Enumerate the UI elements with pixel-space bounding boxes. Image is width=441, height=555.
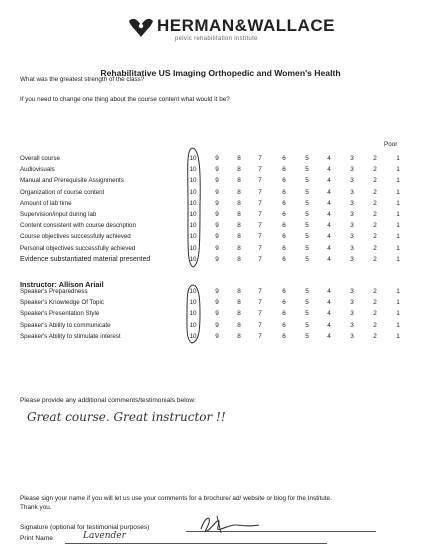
rating-option-4: 4 (327, 166, 331, 174)
rating-option-4: 4 (327, 244, 331, 252)
rating-option-1: 1 (396, 166, 400, 174)
rating-row (20, 189, 430, 199)
rating-option-9: 9 (215, 310, 219, 318)
rating-option-1: 1 (396, 222, 400, 230)
rating-option-2: 2 (373, 321, 377, 329)
rating-option-4: 4 (327, 177, 331, 185)
rating-option-5: 5 (305, 188, 309, 196)
rating-option-3: 3 (350, 299, 354, 307)
rating-row-label: Speaker's Presentation Style (20, 310, 100, 318)
rating-row-label: Overall course (20, 155, 60, 162)
rating-option-7: 7 (258, 155, 262, 162)
rating-row (20, 256, 430, 266)
rating-option-7: 7 (258, 177, 262, 185)
rating-option-2: 2 (373, 199, 377, 207)
rating-option-8: 8 (237, 288, 241, 295)
rating-option-1: 1 (396, 321, 400, 329)
rating-option-10: 10 (189, 310, 197, 318)
rating-row-label: Organization of course content (20, 188, 105, 196)
rating-row-label: Course objectives successfully achieved (20, 233, 131, 241)
rating-row (20, 288, 430, 298)
rating-option-10: 10 (189, 188, 197, 196)
sign-prompt: Please sign your name if you will let us use your comments for a brochure/ ad/ website or blog for the Institute. (20, 495, 332, 502)
rating-option-10: 10 (189, 288, 197, 295)
rating-option-3: 3 (350, 288, 354, 295)
rating-option-1: 1 (396, 155, 400, 162)
rating-option-2: 2 (373, 288, 377, 295)
rating-option-8: 8 (237, 255, 241, 263)
rating-row-label: Speaker's Ability to communicate (20, 321, 111, 329)
rating-option-7: 7 (258, 321, 262, 329)
rating-option-5: 5 (305, 288, 309, 295)
rating-option-10: 10 (189, 255, 197, 263)
rating-option-5: 5 (305, 166, 309, 174)
rating-option-2: 2 (373, 188, 377, 196)
rating-option-5: 5 (305, 211, 309, 218)
rating-option-6: 6 (282, 310, 286, 318)
rating-option-1: 1 (396, 188, 400, 196)
rating-option-7: 7 (258, 233, 262, 241)
rating-option-6: 6 (282, 288, 286, 295)
rating-option-2: 2 (373, 155, 377, 162)
rating-option-7: 7 (258, 255, 262, 263)
rating-option-3: 3 (350, 199, 354, 207)
rating-row-label: Speaker's Knowledge Of Topic (20, 299, 104, 307)
rating-option-10: 10 (189, 244, 197, 252)
rating-option-10: 10 (189, 222, 197, 230)
rating-option-5: 5 (305, 222, 309, 230)
rating-option-3: 3 (350, 244, 354, 252)
rating-option-5: 5 (305, 332, 309, 340)
rating-option-4: 4 (327, 188, 331, 196)
rating-option-3: 3 (350, 211, 354, 218)
rating-row (20, 233, 430, 243)
rating-option-7: 7 (258, 299, 262, 307)
rating-row (20, 310, 430, 320)
rating-option-4: 4 (327, 222, 331, 230)
rating-option-6: 6 (282, 188, 286, 196)
rating-option-2: 2 (373, 332, 377, 340)
rating-option-3: 3 (350, 310, 354, 318)
rating-option-7: 7 (258, 222, 262, 230)
rating-row (20, 211, 430, 221)
rating-option-4: 4 (327, 299, 331, 307)
rating-row (20, 222, 430, 232)
rating-option-9: 9 (215, 244, 219, 252)
rating-option-7: 7 (258, 211, 262, 218)
rating-option-1: 1 (396, 288, 400, 295)
rating-row-label: Supervision/input during lab (20, 211, 97, 218)
rating-option-3: 3 (350, 233, 354, 241)
rating-row (20, 166, 430, 176)
print-name-label: Print Name (20, 535, 53, 542)
rating-option-3: 3 (350, 222, 354, 230)
rating-row-label: Speaker's Ability to stimulate interest (20, 332, 121, 340)
rating-row-label: Content consistent with course description (20, 222, 136, 230)
rating-option-9: 9 (215, 255, 219, 263)
rating-option-6: 6 (282, 332, 286, 340)
rating-option-4: 4 (327, 332, 331, 340)
rating-option-2: 2 (373, 177, 377, 185)
scale-end-label: Poor (384, 141, 398, 148)
rating-option-9: 9 (215, 177, 219, 185)
rating-row (20, 155, 430, 165)
rating-option-4: 4 (327, 321, 331, 329)
rating-row (20, 245, 430, 255)
rating-row-label: Manual and Prerequisite Assignments (20, 177, 124, 185)
rating-option-8: 8 (237, 177, 241, 185)
rating-option-6: 6 (282, 211, 286, 218)
rating-option-3: 3 (350, 155, 354, 162)
rating-option-2: 2 (373, 299, 377, 307)
rating-option-5: 5 (305, 310, 309, 318)
rating-option-6: 6 (282, 155, 286, 162)
brand-name: HERMAN&WALLACE (157, 16, 335, 35)
rating-option-6: 6 (282, 244, 286, 252)
rating-option-5: 5 (305, 255, 309, 263)
rating-option-8: 8 (237, 199, 241, 207)
instructor-name: Instructor: Allison Ariail (20, 280, 104, 289)
rating-option-9: 9 (215, 332, 219, 340)
rating-option-3: 3 (350, 255, 354, 263)
rating-option-2: 2 (373, 310, 377, 318)
rating-option-2: 2 (373, 211, 377, 218)
rating-row-label: Personal objectives successfully achieved (20, 244, 136, 252)
question-strength: What was the greatest strength of the class? (20, 76, 145, 83)
rating-option-8: 8 (237, 299, 241, 307)
rating-option-2: 2 (373, 233, 377, 241)
rating-option-1: 1 (396, 310, 400, 318)
rating-row (20, 299, 430, 309)
rating-option-8: 8 (237, 244, 241, 252)
rating-option-1: 1 (396, 233, 400, 241)
rating-option-6: 6 (282, 199, 286, 207)
rating-option-8: 8 (237, 222, 241, 230)
rating-option-10: 10 (189, 166, 197, 174)
rating-option-5: 5 (305, 199, 309, 207)
rating-option-7: 7 (258, 288, 262, 295)
rating-option-4: 4 (327, 310, 331, 318)
rating-option-7: 7 (258, 188, 262, 196)
rating-option-6: 6 (282, 166, 286, 174)
rating-option-2: 2 (373, 166, 377, 174)
rating-option-7: 7 (258, 244, 262, 252)
rating-option-8: 8 (237, 332, 241, 340)
rating-option-7: 7 (258, 166, 262, 174)
rating-option-10: 10 (189, 211, 197, 218)
rating-option-10: 10 (189, 177, 197, 185)
rating-option-5: 5 (305, 321, 309, 329)
rating-option-1: 1 (396, 244, 400, 252)
rating-row (20, 322, 430, 332)
rating-option-3: 3 (350, 177, 354, 185)
rating-option-1: 1 (396, 177, 400, 185)
rating-option-5: 5 (305, 155, 309, 162)
brand-subtitle: pelvic rehabilitation institute (175, 36, 258, 42)
rating-option-10: 10 (189, 299, 197, 307)
rating-row-label: Speaker's Preparedness (20, 288, 88, 295)
rating-circle-course (183, 146, 205, 270)
form-title: Rehabilitative US Imaging Orthopedic and Women's Health (100, 68, 341, 78)
rating-option-3: 3 (350, 166, 354, 174)
rating-option-5: 5 (305, 177, 309, 185)
rating-option-9: 9 (215, 155, 219, 162)
rating-option-4: 4 (327, 199, 331, 207)
rating-option-4: 4 (327, 255, 331, 263)
handwritten-print-name: Lavender (83, 531, 126, 541)
rating-circle-instructor (183, 283, 205, 345)
rating-option-9: 9 (215, 288, 219, 295)
rating-option-9: 9 (215, 299, 219, 307)
rating-row (20, 333, 430, 343)
rating-option-3: 3 (350, 332, 354, 340)
rating-option-6: 6 (282, 321, 286, 329)
rating-option-9: 9 (215, 211, 219, 218)
rating-row-label: Amount of lab time (20, 199, 72, 207)
rating-option-8: 8 (237, 155, 241, 162)
handwritten-comment: Great course. Great instructor !! (27, 410, 226, 424)
rating-option-9: 9 (215, 321, 219, 329)
rating-option-1: 1 (396, 199, 400, 207)
sign-prompt-thanks: Thank you. (20, 504, 52, 511)
rating-option-10: 10 (189, 321, 197, 329)
rating-option-7: 7 (258, 332, 262, 340)
rating-option-1: 1 (396, 255, 400, 263)
rating-option-9: 9 (215, 222, 219, 230)
rating-option-4: 4 (327, 211, 331, 218)
rating-option-10: 10 (189, 155, 197, 162)
rating-option-8: 8 (237, 233, 241, 241)
rating-row-label: Evidence substantiated material presented (20, 255, 151, 263)
rating-option-6: 6 (282, 177, 286, 185)
rating-option-4: 4 (327, 155, 331, 162)
comments-prompt: Please provide any additional comments/testimonials below: (20, 397, 196, 404)
rating-option-6: 6 (282, 233, 286, 241)
handwritten-signature-icon (197, 513, 267, 535)
rating-option-1: 1 (396, 211, 400, 218)
rating-option-6: 6 (282, 299, 286, 307)
rating-option-8: 8 (237, 166, 241, 174)
rating-option-7: 7 (258, 310, 262, 318)
rating-option-2: 2 (373, 255, 377, 263)
rating-option-9: 9 (215, 188, 219, 196)
rating-row (20, 200, 430, 210)
rating-option-10: 10 (189, 199, 197, 207)
rating-option-1: 1 (396, 332, 400, 340)
rating-row (20, 177, 430, 187)
rating-option-10: 10 (189, 332, 197, 340)
print-name-line (65, 543, 327, 544)
rating-option-3: 3 (350, 188, 354, 196)
rating-option-8: 8 (237, 321, 241, 329)
rating-option-3: 3 (350, 321, 354, 329)
rating-option-10: 10 (189, 233, 197, 241)
rating-option-8: 8 (237, 211, 241, 218)
rating-option-8: 8 (237, 188, 241, 196)
rating-option-4: 4 (327, 288, 331, 295)
rating-option-6: 6 (282, 222, 286, 230)
rating-option-5: 5 (305, 244, 309, 252)
question-change: If you need to change one thing about the course content what would it be? (20, 96, 230, 103)
brand-logo-icon (127, 17, 155, 39)
rating-option-7: 7 (258, 199, 262, 207)
rating-option-9: 9 (215, 166, 219, 174)
signature-label: Signature (optional for testimonial purposes) (20, 524, 150, 531)
rating-option-5: 5 (305, 299, 309, 307)
rating-option-9: 9 (215, 199, 219, 207)
rating-option-2: 2 (373, 222, 377, 230)
rating-option-9: 9 (215, 233, 219, 241)
rating-option-6: 6 (282, 255, 286, 263)
rating-option-2: 2 (373, 244, 377, 252)
rating-row-label: Audiovisuals (20, 166, 55, 174)
rating-option-5: 5 (305, 233, 309, 241)
rating-option-1: 1 (396, 299, 400, 307)
rating-option-4: 4 (327, 233, 331, 241)
rating-option-8: 8 (237, 310, 241, 318)
